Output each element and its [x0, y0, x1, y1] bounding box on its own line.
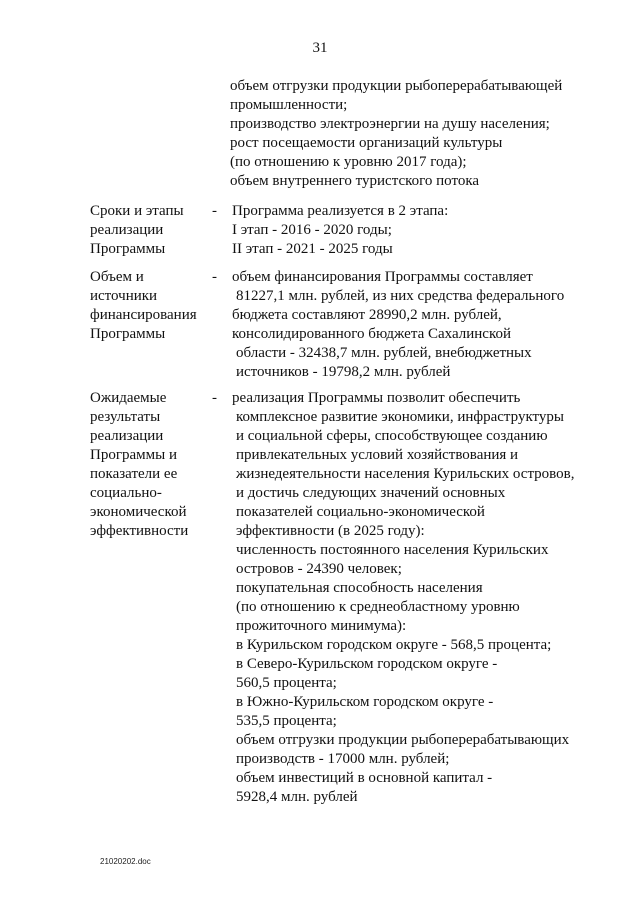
section-content-timing	[232, 202, 448, 259]
label-line: результаты	[90, 409, 161, 425]
label-line: источники	[90, 288, 158, 304]
text-line: в Южно-Курильском городском округе -	[236, 694, 494, 710]
section-label-financing	[90, 268, 197, 344]
text-line: объем финансирования Программы составляет	[232, 269, 533, 285]
text-line: эффективности (в 2025 году):	[236, 523, 425, 539]
document-filename: 21020202.doc	[100, 857, 151, 866]
section-label-results	[90, 389, 188, 541]
text-line: объем инвестиций в основной капитал -	[236, 770, 493, 786]
text-line: численность постоянного населения Курильских	[236, 542, 549, 558]
text-line: покупательная способность населения	[236, 580, 483, 596]
text-line: промышленности;	[230, 97, 348, 113]
section-dash: -	[212, 269, 217, 285]
label-line: реализации	[90, 428, 164, 444]
text-line: бюджета составляют 28990,2 млн. рублей,	[232, 307, 502, 323]
label-line: Программы	[90, 326, 166, 342]
section-content-results	[232, 389, 575, 807]
label-line: показатели ее	[90, 466, 178, 482]
section-dash: -	[212, 390, 217, 406]
text-line: области - 32438,7 млн. рублей, внебюджетных	[236, 345, 532, 361]
text-line: II этап - 2021 - 2025 годы	[232, 241, 393, 257]
text-line: источников - 19798,2 млн. рублей	[236, 364, 451, 380]
section-dash: -	[212, 203, 217, 219]
section-label-timing	[90, 202, 184, 259]
text-line: прожиточного минимума):	[236, 618, 407, 634]
text-line: Программа реализуется в 2 этапа:	[232, 203, 449, 219]
text-line: и социальной сферы, способствующее созданию	[236, 428, 548, 444]
text-line: I этап - 2016 - 2020 годы;	[232, 222, 392, 238]
text-line: жизнедеятельности населения Курильских островов,	[236, 466, 575, 482]
text-line: 5928,4 млн. рублей	[236, 789, 358, 805]
text-line: объем отгрузки продукции рыбоперерабатывающей	[230, 78, 563, 94]
text-line: объем внутреннего туристского потока	[230, 173, 480, 189]
text-line: комплексное развитие экономики, инфраструктуры	[236, 409, 564, 425]
section-content-financing	[232, 268, 564, 382]
label-line: эффективности	[90, 523, 189, 539]
text-line: реализация Программы позволит обеспечить	[232, 390, 521, 406]
label-line: социально-	[90, 485, 162, 501]
text-line: рост посещаемости организаций культуры	[230, 135, 503, 151]
text-line: и достичь следующих значений основных	[236, 485, 506, 501]
text-line: в Курильском городском округе - 568,5 процента;	[236, 637, 552, 653]
text-line: показателей социально-экономической	[236, 504, 485, 520]
text-line: в Северо-Курильском городском округе -	[236, 656, 498, 672]
label-line: Ожидаемые	[90, 390, 167, 406]
text-line: 81227,1 млн. рублей, из них средства федерального	[236, 288, 565, 304]
page-number: 31	[312, 40, 328, 56]
text-line: (по отношению к среднеобластному уровню	[236, 599, 520, 615]
label-line: экономической	[90, 504, 187, 520]
text-line: островов - 24390 человек;	[236, 561, 402, 577]
label-line: Программы	[90, 241, 166, 257]
text-line: привлекательных условий хозяйствования и	[236, 447, 519, 463]
text-line: 560,5 процента;	[236, 675, 337, 691]
label-line: Сроки и этапы	[90, 203, 184, 219]
label-line: Программы и	[90, 447, 177, 463]
text-line: производство электроэнергии на душу населения;	[230, 116, 550, 132]
label-line: финансирования	[90, 307, 197, 323]
label-line: реализации	[90, 222, 164, 238]
text-line: объем отгрузки продукции рыбоперерабатывающих	[236, 732, 570, 748]
text-line: производств - 17000 млн. рублей;	[236, 751, 450, 767]
text-line: консолидированного бюджета Сахалинской	[232, 326, 511, 342]
text-line: 535,5 процента;	[236, 713, 337, 729]
text-line: (по отношению к уровню 2017 года);	[230, 154, 467, 170]
label-line: Объем и	[90, 269, 144, 285]
continuation-text	[230, 77, 562, 191]
